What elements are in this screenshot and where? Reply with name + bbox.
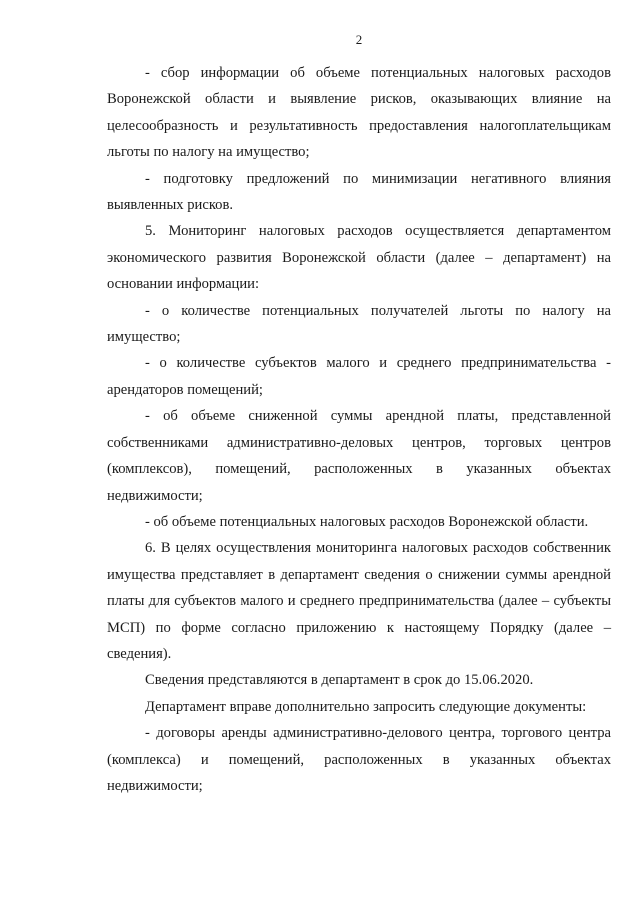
page-number: 2 bbox=[355, 32, 363, 47]
paragraph-recipients-count: - о количестве потенциальных получателей льготы по налогу на имущество; bbox=[107, 302, 611, 346]
paragraph-tax-expenditures: - об объеме потенциальных налоговых расходов Воронежской области. bbox=[145, 513, 589, 530]
paragraph-item-5: 5. Мониторинг налоговых расходов осуществляется департаментом экономического развития Воронежской области (далее – департамент) на основании информации: bbox=[107, 223, 611, 293]
document-body bbox=[107, 60, 611, 799]
paragraph-sme-count: - о количестве субъектов малого и среднего предпринимательства - арендаторов помещений; bbox=[107, 355, 611, 398]
paragraph-risk-info: - сбор информации об объеме потенциальных налоговых расходов Воронежской области и выявление рисков, оказывающих влияние на целесообразность и результативность предоставления налогоплательщикам льготы по налогу на имущество; bbox=[107, 65, 611, 161]
paragraph-item-6: 6. В целях осуществления мониторинга налоговых расходов собственник имущества представляет в департамент сведения о снижении суммы арендной платы для субъектов малого и среднего предпринимательства (далее – субъекты МСП) по форме согласно приложению к настоящему Порядку (далее – сведения). bbox=[107, 540, 611, 662]
paragraph-lease-contracts: - договоры аренды административно-делового центра, торгового центра (комплекса) и помещений, расположенных в указанных объектах недвижимости; bbox=[107, 725, 611, 794]
paragraph-proposals: - подготовку предложений по минимизации негативного влияния выявленных рисков. bbox=[107, 170, 611, 214]
paragraph-rent-reduction: - об объеме сниженной суммы арендной платы, представленной собственниками административно-деловых центров, торговых центров (комплексов), помещений, расположенных в указанных объектах недвижимости; bbox=[107, 408, 611, 504]
paragraph-request-documents: Департамент вправе дополнительно запросить следующие документы: bbox=[145, 698, 587, 715]
paragraph-deadline: Сведения представляются в департамент в срок до 15.06.2020. bbox=[145, 672, 534, 689]
